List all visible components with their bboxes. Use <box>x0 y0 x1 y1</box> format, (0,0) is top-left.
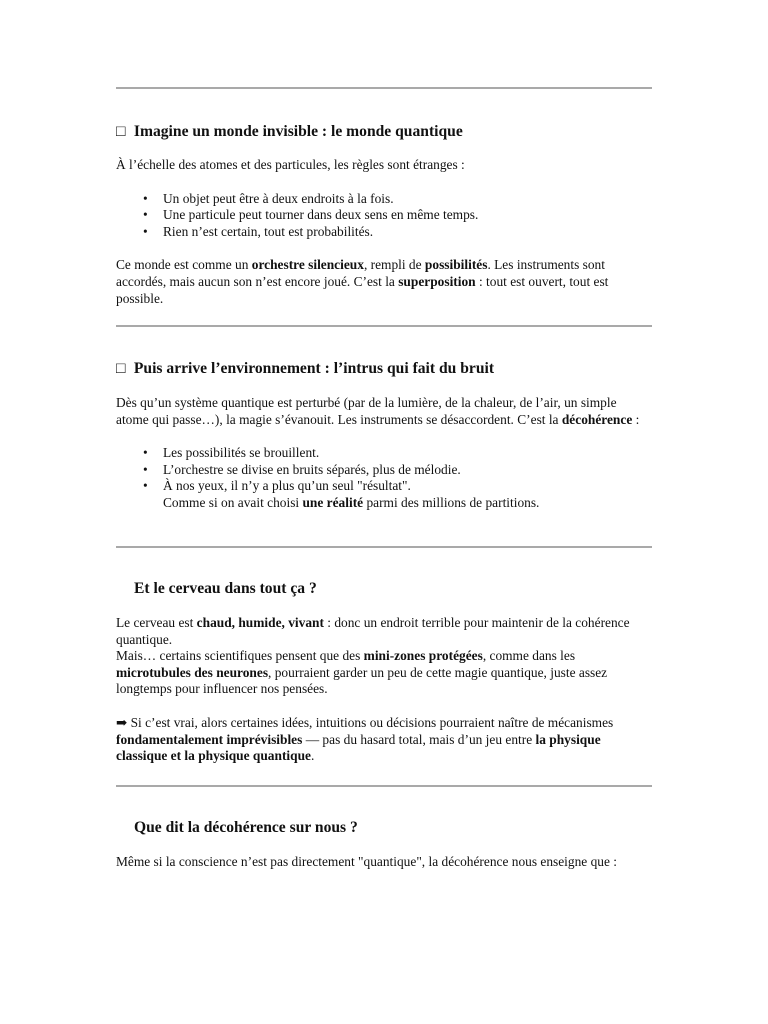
missing-glyph-icon: □ <box>116 360 126 377</box>
divider <box>116 785 652 787</box>
text-run: Si c’est vrai, alors certaines idées, intuitions ou décisions pourraient naître de mécanismes <box>127 714 614 730</box>
list-item: • Rien n’est certain, tout est probabilités. <box>163 224 652 241</box>
text-run: . Les instruments sont accordés, mais aucun son n’est encore joué. C’est la <box>116 257 605 289</box>
text-run: : donc un endroit terrible pour maintenir de la cohérence quantique. <box>116 615 630 647</box>
divider <box>116 546 652 548</box>
text-run: , rempli de <box>363 257 425 273</box>
text-run: Le cerveau est <box>116 615 197 630</box>
text-run: , comme dans les <box>482 648 576 664</box>
text-run: Mais… certains scientifiques pensent que des <box>116 648 364 664</box>
section-brain <box>116 579 652 765</box>
body-paragraph <box>116 648 652 698</box>
section-heading <box>116 122 652 142</box>
section-heading: Et le cerveau dans tout ça ? <box>134 580 317 597</box>
bold-run: décohérence <box>561 411 633 427</box>
text-run: : tout est ouvert, tout est possible. <box>116 273 609 306</box>
intro-paragraph: À l’échelle des atomes et des particules, les règles sont étranges : <box>116 157 465 172</box>
list-item: • Un objet peut être à deux endroits à la fois. <box>163 191 652 208</box>
bold-run: microtubules des neurones <box>116 664 269 680</box>
list-item: • Une particule peut tourner dans deux sens en même temps. <box>163 207 652 224</box>
heading-text: Puis arrive l’environnement : l’intrus qui fait du bruit <box>133 360 495 377</box>
arrow-right-icon: ➡ <box>116 714 128 730</box>
bold-run: chaud, humide, vivant <box>196 615 324 630</box>
bold-run: orchestre silencieux <box>251 257 364 273</box>
text-run: parmi des millions de partitions. <box>363 494 540 510</box>
text-run: Dès qu’un système quantique est perturbé (par de la lumière, de la chaleur, de l’air, un simple atome qui passe…), la magie s’évanouit. Les instruments se désaccordent. C’est la <box>116 395 617 427</box>
body-paragraph <box>116 715 652 765</box>
section-heading: Que dit la décohérence sur nous ? <box>134 819 358 836</box>
bold-run: superposition <box>398 273 476 289</box>
text-run: , pourraient garder un peu de cette magie quantique, juste assez longtemps pour influencer nos pensées. <box>116 664 608 697</box>
bold-run: possibilités <box>424 257 488 273</box>
text-run: Comme si on avait choisi <box>163 494 303 510</box>
list-item <box>163 478 652 511</box>
body-paragraph <box>116 615 652 648</box>
text-run: Ce monde est comme un <box>116 257 252 273</box>
text-run: . <box>310 748 315 764</box>
list-item: • L’orchestre se divise en bruits séparés, plus de mélodie. <box>163 462 652 479</box>
bullet-list <box>116 191 652 241</box>
text-run: — pas du hasard total, mais d’un jeu entre <box>302 731 536 747</box>
divider <box>116 87 652 89</box>
text-run: : <box>632 411 640 427</box>
bold-run: une réalité <box>302 494 364 510</box>
body-paragraph: Même si la conscience n’est pas directement "quantique", la décohérence nous enseigne que : <box>116 854 617 869</box>
divider <box>116 325 652 327</box>
section-decoherence-us <box>116 818 652 871</box>
text-run: À nos yeux, il n’y a plus qu’un seul "résultat". <box>163 478 411 494</box>
bold-run: la physique classique et la physique quantique <box>116 731 601 764</box>
bold-run: mini-zones protégées <box>363 648 483 664</box>
heading-text: Imagine un monde invisible : le monde quantique <box>133 123 463 140</box>
missing-glyph-icon: □ <box>116 123 126 140</box>
section-heading <box>116 359 652 379</box>
list-item: • Les possibilités se brouillent. <box>163 445 652 462</box>
bold-run: fondamentalement imprévisibles <box>116 731 303 747</box>
body-paragraph <box>116 257 652 307</box>
intro-paragraph <box>116 395 652 428</box>
section-quantum-world <box>116 122 652 307</box>
bullet-list <box>116 445 652 511</box>
section-environment <box>116 359 652 512</box>
